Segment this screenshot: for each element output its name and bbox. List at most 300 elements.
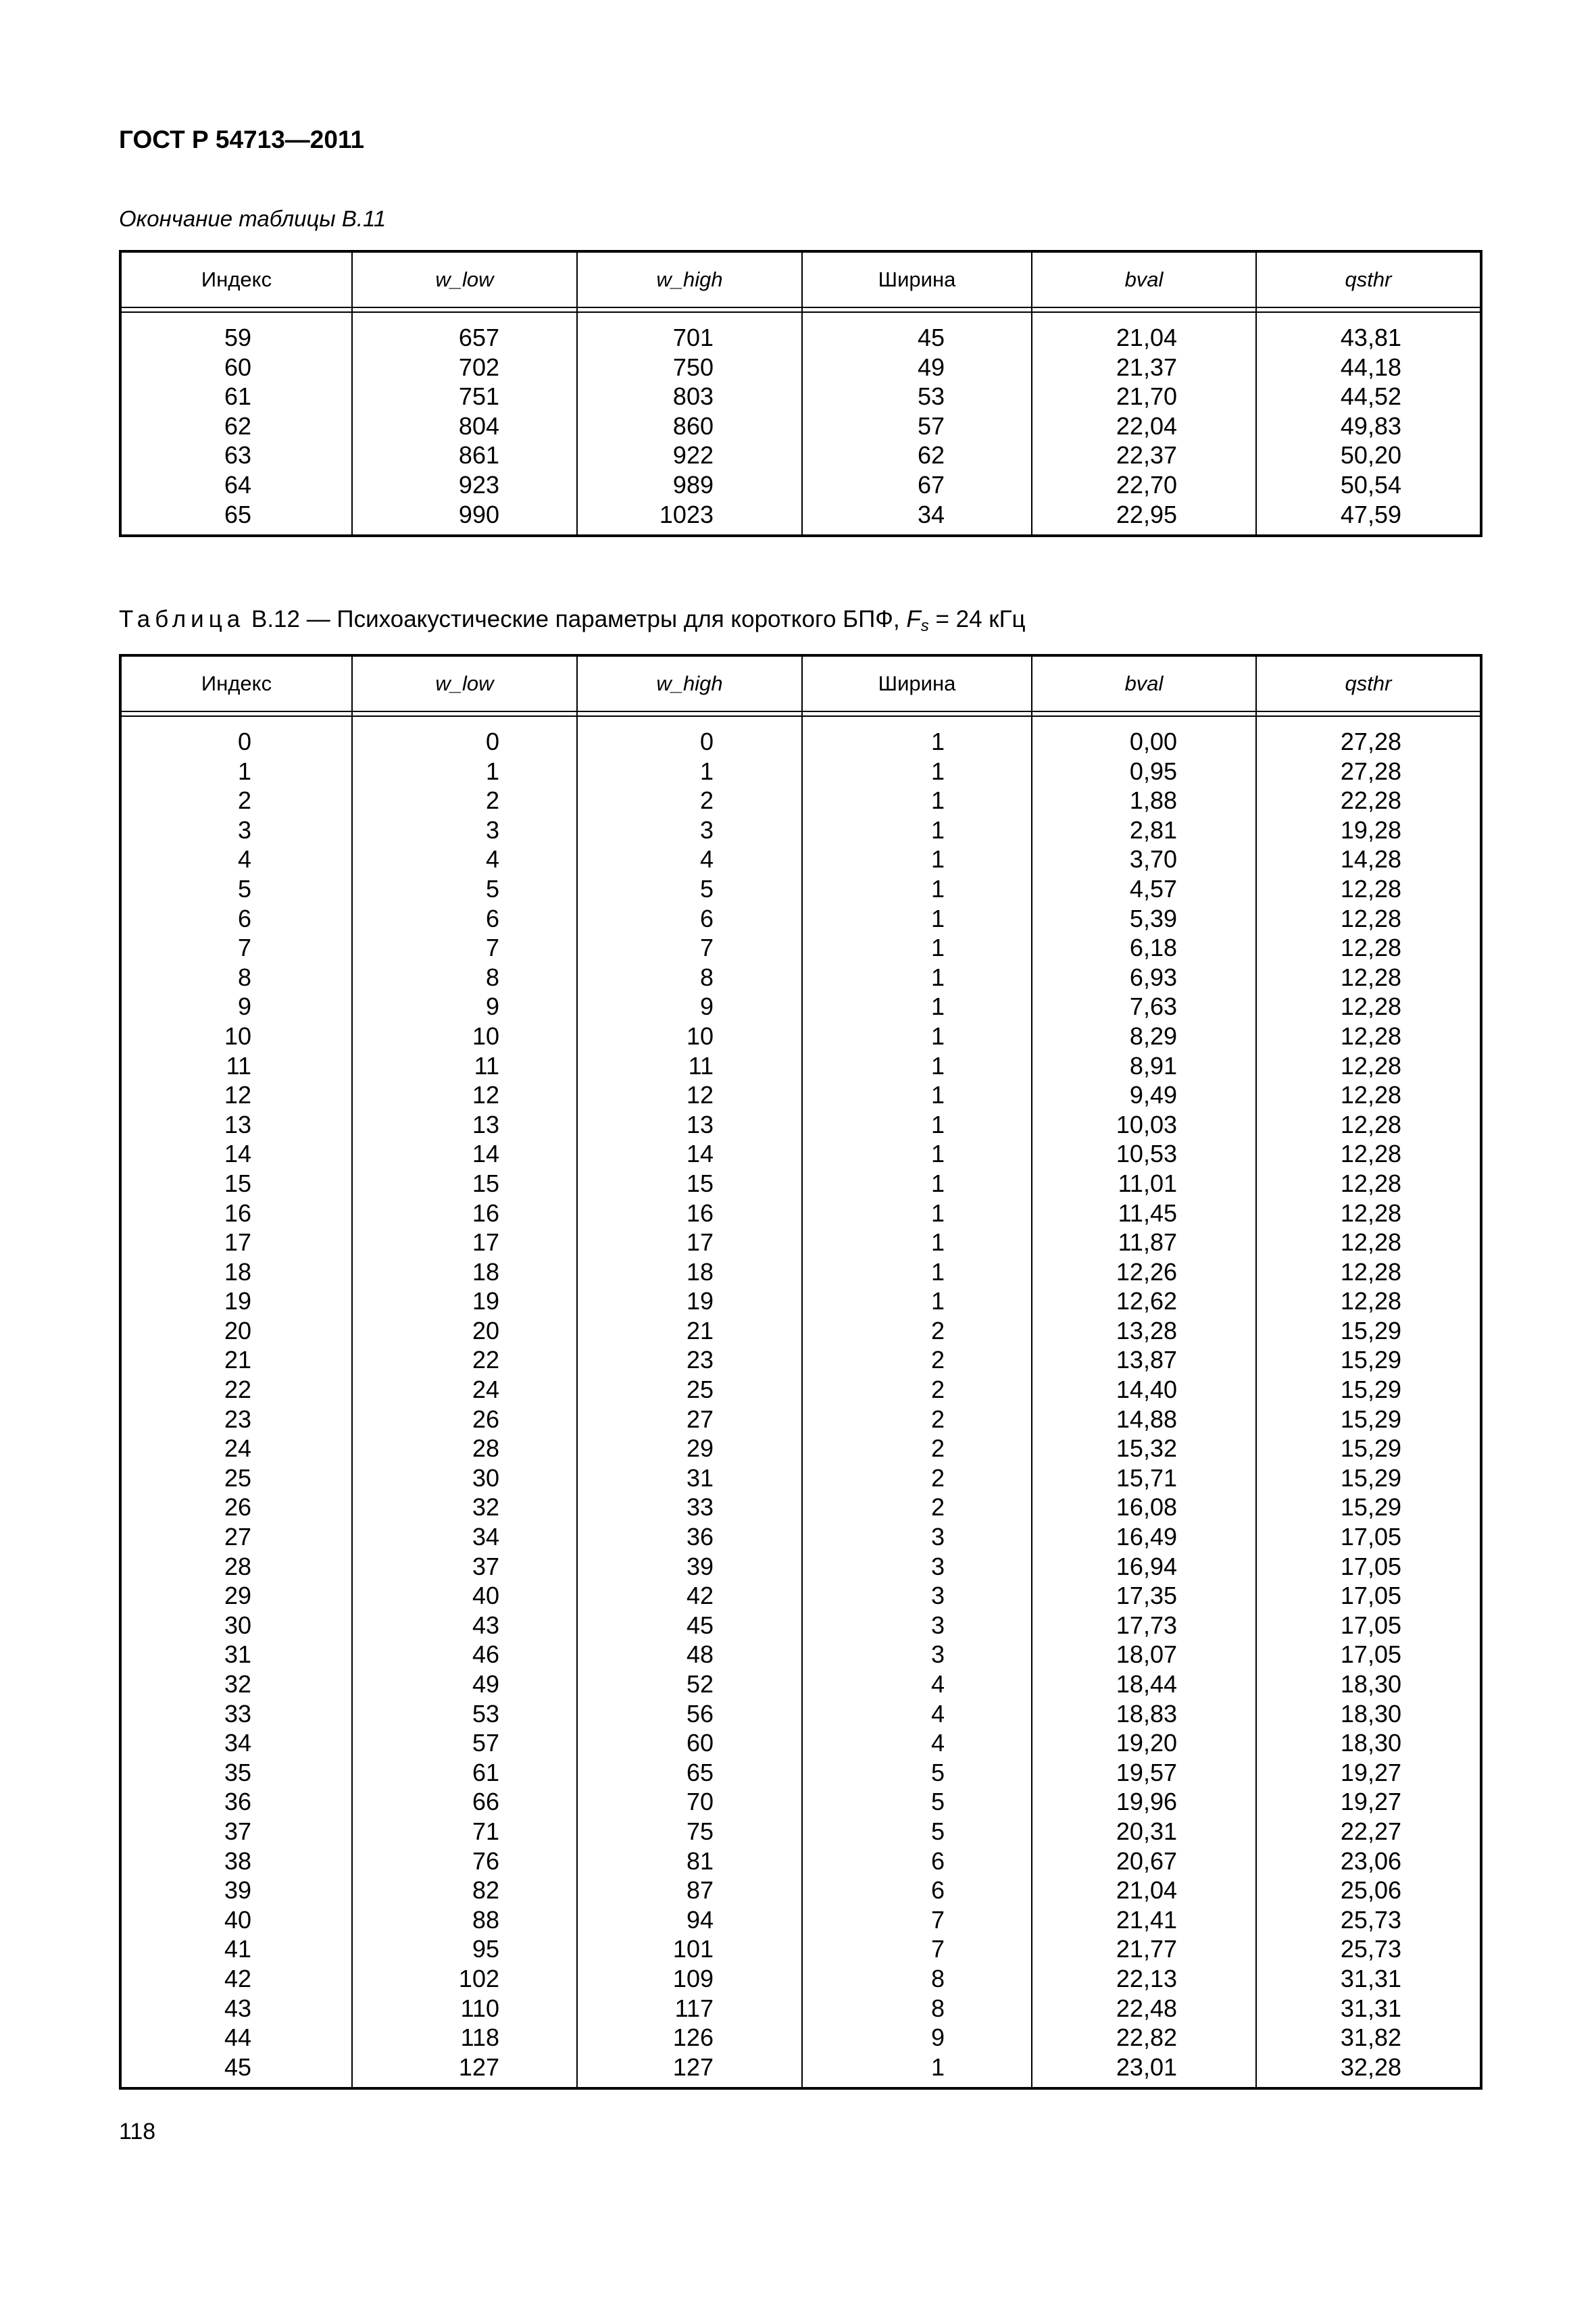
table-cell: 9 xyxy=(930,2023,945,2052)
table2-caption-var: F xyxy=(906,606,921,632)
table-cell: 8 xyxy=(930,1994,945,2022)
table-cell: 22,48 xyxy=(1116,1994,1177,2022)
column-header-index: Индекс xyxy=(122,657,353,711)
table-cell: 15 xyxy=(472,1169,499,1197)
table-cell: 40 xyxy=(224,1905,251,1934)
table-cell: 1 xyxy=(930,1199,945,1227)
table-cell: 31 xyxy=(224,1640,251,1669)
table-cell: 50,54 xyxy=(1340,470,1401,499)
column-w-high xyxy=(578,712,803,2087)
column-header-bval: bval xyxy=(1032,253,1257,307)
table-cell: 61 xyxy=(224,382,251,411)
table-cell: 17 xyxy=(686,1228,714,1257)
table-cell: 32 xyxy=(472,1493,499,1521)
table-cell: 64 xyxy=(224,470,251,499)
table-cell: 4 xyxy=(930,1670,945,1698)
table-cell: 2 xyxy=(930,1405,945,1433)
table-cell: 87 xyxy=(686,1876,714,1905)
table-cell: 12,28 xyxy=(1340,963,1401,991)
table-cell: 37 xyxy=(224,1817,251,1845)
table-cell: 10,03 xyxy=(1116,1110,1177,1138)
table-cell: 860 xyxy=(672,411,714,440)
table-cell: 65 xyxy=(224,500,251,528)
table-cell: 2 xyxy=(930,1463,945,1492)
table-cell: 17,05 xyxy=(1340,1611,1401,1639)
table-cell: 2 xyxy=(237,786,251,815)
column-header-qsthr: qsthr xyxy=(1345,268,1392,291)
table-cell: 95 xyxy=(472,1935,499,1963)
table-cell: 21,37 xyxy=(1116,353,1177,381)
column-header-qsthr: qsthr xyxy=(1345,672,1392,695)
table-cell: 127 xyxy=(458,2053,499,2081)
table-cell: 922 xyxy=(672,441,714,470)
table-cell: 1 xyxy=(699,757,714,785)
table-cell: 5 xyxy=(930,1817,945,1845)
table-cell: 38 xyxy=(224,1846,251,1875)
table-cell: 41 xyxy=(224,1935,251,1963)
table-cell: 17,73 xyxy=(1116,1611,1177,1639)
table-cell: 18,44 xyxy=(1116,1670,1177,1698)
table-cell: 53 xyxy=(472,1699,499,1728)
table-cell: 7 xyxy=(699,934,714,962)
table-cell: 17 xyxy=(224,1228,251,1257)
table-cell: 25,73 xyxy=(1340,1935,1401,1963)
table-cell: 1 xyxy=(930,1257,945,1286)
table-cell: 2 xyxy=(930,1434,945,1463)
table-cell: 6,18 xyxy=(1129,934,1177,962)
table-cell: 21,70 xyxy=(1116,382,1177,411)
table-cell: 29 xyxy=(224,1582,251,1610)
table-cell: 2 xyxy=(930,1376,945,1404)
table-cell: 25 xyxy=(686,1376,714,1404)
table-cell: 88 xyxy=(472,1905,499,1934)
table-cell: 21 xyxy=(224,1346,251,1374)
table2 xyxy=(119,654,1482,2090)
table-cell: 18,07 xyxy=(1116,1640,1177,1669)
table-cell: 23,01 xyxy=(1116,2053,1177,2081)
table-cell: 32,28 xyxy=(1340,2053,1401,2081)
table-cell: 19,28 xyxy=(1340,815,1401,844)
table-cell: 1 xyxy=(930,786,945,815)
table-cell: 13,87 xyxy=(1116,1346,1177,1374)
table-cell: 19,27 xyxy=(1340,1788,1401,1816)
table-cell: 8,29 xyxy=(1129,1022,1177,1050)
table-cell: 11,87 xyxy=(1118,1228,1177,1257)
table-cell: 14,88 xyxy=(1116,1405,1177,1433)
table-cell: 19 xyxy=(224,1287,251,1315)
table-cell: 22 xyxy=(224,1376,251,1404)
table-cell: 19 xyxy=(472,1287,499,1315)
table-cell: 23,06 xyxy=(1340,1846,1401,1875)
table-cell: 33 xyxy=(224,1699,251,1728)
table2-caption-sub: s xyxy=(920,617,929,635)
table-cell: 11,45 xyxy=(1118,1199,1177,1227)
table-cell: 25,06 xyxy=(1340,1876,1401,1905)
table-cell: 36 xyxy=(224,1788,251,1816)
table-cell: 1 xyxy=(930,934,945,962)
table-cell: 15,29 xyxy=(1340,1376,1401,1404)
table-cell: 63 xyxy=(224,441,251,470)
table-cell: 109 xyxy=(672,1964,714,1992)
table-cell: 3 xyxy=(930,1640,945,1669)
table-cell: 27,28 xyxy=(1340,728,1401,755)
table-cell: 12,26 xyxy=(1116,1257,1177,1286)
table1-caption: Окончание таблицы В.11 xyxy=(119,206,386,231)
table-cell: 3 xyxy=(930,1552,945,1580)
table-cell: 989 xyxy=(672,470,714,499)
table-cell: 4 xyxy=(930,1729,945,1757)
table-cell: 5 xyxy=(699,874,714,903)
table-cell: 18 xyxy=(224,1257,251,1286)
table-cell: 11 xyxy=(474,1051,499,1080)
table-cell: 33 xyxy=(686,1493,714,1521)
table-cell: 20 xyxy=(472,1316,499,1344)
table-cell: 22,95 xyxy=(1116,500,1177,528)
table-cell: 25 xyxy=(224,1463,251,1492)
table-cell: 16,08 xyxy=(1116,1493,1177,1521)
table-cell: 1 xyxy=(237,757,251,785)
table-cell: 1 xyxy=(930,845,945,874)
table-cell: 20,31 xyxy=(1116,1817,1177,1845)
page-number: 118 xyxy=(119,2119,156,2144)
table-cell: 26 xyxy=(472,1405,499,1433)
table-cell: 17,35 xyxy=(1116,1582,1177,1610)
table1-body xyxy=(122,308,1480,534)
table-cell: 8 xyxy=(485,963,499,991)
table-cell: 5,39 xyxy=(1129,904,1177,932)
table-cell: 12,28 xyxy=(1340,1051,1401,1080)
table-cell: 22,04 xyxy=(1116,411,1177,440)
table-cell: 56 xyxy=(686,1699,714,1728)
column-width xyxy=(803,712,1032,2087)
table-cell: 60 xyxy=(686,1729,714,1757)
table-cell: 30 xyxy=(472,1463,499,1492)
table-cell: 34 xyxy=(917,500,945,528)
table-cell: 17,05 xyxy=(1340,1582,1401,1610)
table-cell: 1 xyxy=(930,757,945,785)
table-cell: 18,30 xyxy=(1340,1729,1401,1757)
table-cell: 27,28 xyxy=(1340,757,1401,785)
table-cell: 15,29 xyxy=(1340,1463,1401,1492)
table-cell: 62 xyxy=(224,411,251,440)
table-cell: 29 xyxy=(686,1434,714,1463)
table-cell: 12,28 xyxy=(1340,934,1401,962)
table-cell: 4,57 xyxy=(1129,874,1177,903)
table-cell: 21,04 xyxy=(1116,324,1177,351)
column-header-w-high: w_high xyxy=(578,657,803,711)
table-cell: 27 xyxy=(224,1523,251,1551)
table-cell: 15 xyxy=(224,1169,251,1197)
table1-header-row xyxy=(122,253,1480,308)
table2-caption-prefix: Таблица xyxy=(119,606,245,632)
table-cell: 12,28 xyxy=(1340,1110,1401,1138)
table-cell: 28 xyxy=(224,1552,251,1580)
table-cell: 1 xyxy=(930,2053,945,2081)
table-cell: 37 xyxy=(472,1552,499,1580)
table-cell: 118 xyxy=(460,2023,499,2052)
table-cell: 35 xyxy=(224,1758,251,1786)
table-cell: 861 xyxy=(458,441,499,470)
table-cell: 7 xyxy=(237,934,251,962)
table-cell: 1 xyxy=(485,757,499,785)
table-cell: 0,95 xyxy=(1129,757,1177,785)
table-cell: 5 xyxy=(930,1758,945,1786)
table-cell: 34 xyxy=(224,1729,251,1757)
table-cell: 71 xyxy=(472,1817,499,1845)
table-cell: 18 xyxy=(686,1257,714,1286)
table-cell: 1 xyxy=(930,1140,945,1168)
table-cell: 76 xyxy=(472,1846,499,1875)
table-cell: 16,94 xyxy=(1116,1552,1177,1580)
column-w-low xyxy=(353,308,578,534)
table-cell: 48 xyxy=(686,1640,714,1669)
table-cell: 19,20 xyxy=(1116,1729,1177,1757)
table-cell: 18,30 xyxy=(1340,1670,1401,1698)
table-cell: 1,88 xyxy=(1129,786,1177,815)
table-cell: 0 xyxy=(699,728,714,755)
table-cell: 14,40 xyxy=(1116,1376,1177,1404)
table-cell: 2 xyxy=(930,1493,945,1521)
table-cell: 21 xyxy=(686,1316,714,1344)
table-cell: 10,53 xyxy=(1116,1140,1177,1168)
table-cell: 20 xyxy=(224,1316,251,1344)
table-cell: 24 xyxy=(472,1376,499,1404)
column-header-bval: bval xyxy=(1032,657,1257,711)
column-header-width: Ширина xyxy=(803,657,1032,711)
table-cell: 990 xyxy=(458,500,499,528)
table-cell: 18,83 xyxy=(1116,1699,1177,1728)
table-cell: 5 xyxy=(485,874,499,903)
table-cell: 44,18 xyxy=(1340,353,1401,381)
table-cell: 751 xyxy=(458,382,499,411)
table-cell: 49,83 xyxy=(1340,411,1401,440)
table-cell: 62 xyxy=(917,441,945,470)
table-cell: 27 xyxy=(686,1405,714,1433)
table-cell: 15,29 xyxy=(1340,1493,1401,1521)
table-cell: 1023 xyxy=(659,500,714,528)
table-cell: 7 xyxy=(485,934,499,962)
table-cell: 14 xyxy=(224,1140,251,1168)
table-cell: 39 xyxy=(686,1552,714,1580)
table-cell: 3 xyxy=(485,815,499,844)
table-cell: 15,29 xyxy=(1340,1346,1401,1374)
table-cell: 3 xyxy=(237,815,251,844)
table-cell: 3 xyxy=(699,815,714,844)
column-index xyxy=(122,308,353,534)
table-cell: 12,28 xyxy=(1340,992,1401,1021)
table-cell: 9 xyxy=(485,992,499,1021)
table-cell: 10 xyxy=(686,1022,714,1050)
table-cell: 11,01 xyxy=(1118,1169,1177,1197)
column-index xyxy=(122,712,353,2087)
table-cell: 17,05 xyxy=(1340,1640,1401,1669)
table-cell: 9,49 xyxy=(1129,1081,1177,1109)
table-cell: 61 xyxy=(472,1758,499,1786)
table-cell: 25,73 xyxy=(1340,1905,1401,1934)
table-cell: 43 xyxy=(472,1611,499,1639)
table-cell: 6 xyxy=(930,1876,945,1905)
table-cell: 0 xyxy=(237,728,251,755)
table-cell: 12,28 xyxy=(1340,904,1401,932)
table-cell: 94 xyxy=(686,1905,714,1934)
table-cell: 42 xyxy=(224,1964,251,1992)
table-cell: 30 xyxy=(224,1611,251,1639)
table-cell: 4 xyxy=(485,845,499,874)
column-header-w-low: w_low xyxy=(353,657,578,711)
table-cell: 22,70 xyxy=(1116,470,1177,499)
table-cell: 21,04 xyxy=(1116,1876,1177,1905)
table-cell: 13 xyxy=(224,1110,251,1138)
table2-body xyxy=(122,712,1480,2087)
table-cell: 14 xyxy=(686,1140,714,1168)
table-cell: 12 xyxy=(686,1081,714,1109)
table-cell: 31,31 xyxy=(1340,1964,1401,1992)
document-header: ГОСТ Р 54713—2011 xyxy=(119,126,365,153)
table-cell: 2 xyxy=(485,786,499,815)
table-cell: 70 xyxy=(686,1788,714,1816)
table-cell: 12,28 xyxy=(1340,874,1401,903)
table-cell: 923 xyxy=(458,470,499,499)
table-cell: 22,37 xyxy=(1116,441,1177,470)
table-cell: 3 xyxy=(930,1611,945,1639)
table-cell: 22,27 xyxy=(1340,1817,1401,1845)
table-cell: 5 xyxy=(237,874,251,903)
table-cell: 803 xyxy=(672,382,714,411)
table-cell: 101 xyxy=(672,1935,714,1963)
table-cell: 45 xyxy=(917,324,945,351)
table-cell: 22,82 xyxy=(1116,2023,1177,2052)
table-cell: 32 xyxy=(224,1670,251,1698)
table-cell: 16 xyxy=(472,1199,499,1227)
table-cell: 6 xyxy=(485,904,499,932)
table-cell: 102 xyxy=(458,1964,499,1992)
table-cell: 12,28 xyxy=(1340,1228,1401,1257)
table-cell: 15,71 xyxy=(1116,1463,1177,1492)
table-cell: 46 xyxy=(472,1640,499,1669)
table-cell: 15,29 xyxy=(1340,1405,1401,1433)
column-w-low xyxy=(353,712,578,2087)
table-cell: 15,32 xyxy=(1116,1434,1177,1463)
table-cell: 17,05 xyxy=(1340,1552,1401,1580)
table-cell: 13 xyxy=(472,1110,499,1138)
table-cell: 45 xyxy=(224,2053,251,2081)
table-cell: 66 xyxy=(472,1788,499,1816)
table-cell: 12,62 xyxy=(1116,1287,1177,1315)
table-cell: 2,81 xyxy=(1129,815,1177,844)
table-cell: 1 xyxy=(930,1169,945,1197)
table-cell: 57 xyxy=(917,411,945,440)
table-cell: 18 xyxy=(472,1257,499,1286)
table-cell: 44 xyxy=(224,2023,251,2052)
column-qsthr xyxy=(1257,712,1480,2087)
table-cell: 47,59 xyxy=(1340,500,1401,528)
table-cell: 43 xyxy=(224,1994,251,2022)
table-cell: 19,57 xyxy=(1116,1758,1177,1786)
table-cell: 1 xyxy=(930,904,945,932)
table-cell: 26 xyxy=(224,1493,251,1521)
table-cell: 5 xyxy=(930,1788,945,1816)
table2-caption-suffix: = 24 кГц xyxy=(928,606,1026,632)
table2-header-row xyxy=(122,657,1480,712)
table1 xyxy=(119,250,1482,537)
table-cell: 43,81 xyxy=(1340,324,1401,351)
table-cell: 8 xyxy=(237,963,251,991)
table-cell: 7 xyxy=(930,1905,945,1934)
table-cell: 8,91 xyxy=(1129,1051,1177,1080)
table-cell: 44,52 xyxy=(1340,382,1401,411)
table-cell: 17 xyxy=(472,1228,499,1257)
table2-caption xyxy=(119,606,1026,636)
table-cell: 10 xyxy=(472,1022,499,1050)
table-cell: 22,13 xyxy=(1116,1964,1177,1992)
table-cell: 15,29 xyxy=(1340,1316,1401,1344)
table-cell: 40 xyxy=(472,1582,499,1610)
table-cell: 15 xyxy=(686,1169,714,1197)
table-cell: 52 xyxy=(686,1670,714,1698)
table-cell: 110 xyxy=(460,1994,499,2022)
table-cell: 12,28 xyxy=(1340,1022,1401,1050)
table-cell: 1 xyxy=(930,1287,945,1315)
table-cell: 1 xyxy=(930,1110,945,1138)
table-cell: 2 xyxy=(930,1316,945,1344)
table-cell: 12 xyxy=(224,1081,251,1109)
table-cell: 19,96 xyxy=(1116,1788,1177,1816)
table-cell: 1 xyxy=(930,874,945,903)
table-cell: 126 xyxy=(672,2023,714,2052)
table-cell: 1 xyxy=(930,992,945,1021)
column-header-w-high: w_high xyxy=(578,253,803,307)
table-cell: 750 xyxy=(672,353,714,381)
table-cell: 19 xyxy=(686,1287,714,1315)
table-cell: 127 xyxy=(672,2053,714,2081)
table-cell: 0 xyxy=(485,728,499,755)
table-cell: 12,28 xyxy=(1340,1199,1401,1227)
table-cell: 117 xyxy=(674,1994,714,2022)
table-cell: 57 xyxy=(472,1729,499,1757)
table-cell: 82 xyxy=(472,1876,499,1905)
table-cell: 10 xyxy=(224,1022,251,1050)
table-cell: 6 xyxy=(699,904,714,932)
table-cell: 39 xyxy=(224,1876,251,1905)
table-cell: 11 xyxy=(226,1051,251,1080)
table-cell: 81 xyxy=(686,1846,714,1875)
table-cell: 4 xyxy=(699,845,714,874)
table-cell: 2 xyxy=(930,1346,945,1374)
column-header-w-low: w_low xyxy=(353,253,578,307)
table-cell: 12,28 xyxy=(1340,1257,1401,1286)
table-cell: 45 xyxy=(686,1611,714,1639)
column-width xyxy=(803,308,1032,534)
table-cell: 67 xyxy=(917,470,945,499)
table-cell: 12,28 xyxy=(1340,1169,1401,1197)
table-cell: 6 xyxy=(237,904,251,932)
table-cell: 2 xyxy=(699,786,714,815)
table-cell: 75 xyxy=(686,1817,714,1845)
table-cell: 31,82 xyxy=(1340,2023,1401,2052)
table-cell: 49 xyxy=(917,353,945,381)
table-cell: 21,41 xyxy=(1116,1905,1177,1934)
table-cell: 7,63 xyxy=(1129,992,1177,1021)
table-cell: 1 xyxy=(930,1081,945,1109)
column-header-index: Индекс xyxy=(122,253,353,307)
table-cell: 13,28 xyxy=(1116,1316,1177,1344)
table-cell: 12,28 xyxy=(1340,1140,1401,1168)
table-cell: 702 xyxy=(458,353,499,381)
table-cell: 14,28 xyxy=(1340,845,1401,874)
table-cell: 701 xyxy=(672,324,714,351)
table-cell: 1 xyxy=(930,963,945,991)
table-cell: 36 xyxy=(686,1523,714,1551)
